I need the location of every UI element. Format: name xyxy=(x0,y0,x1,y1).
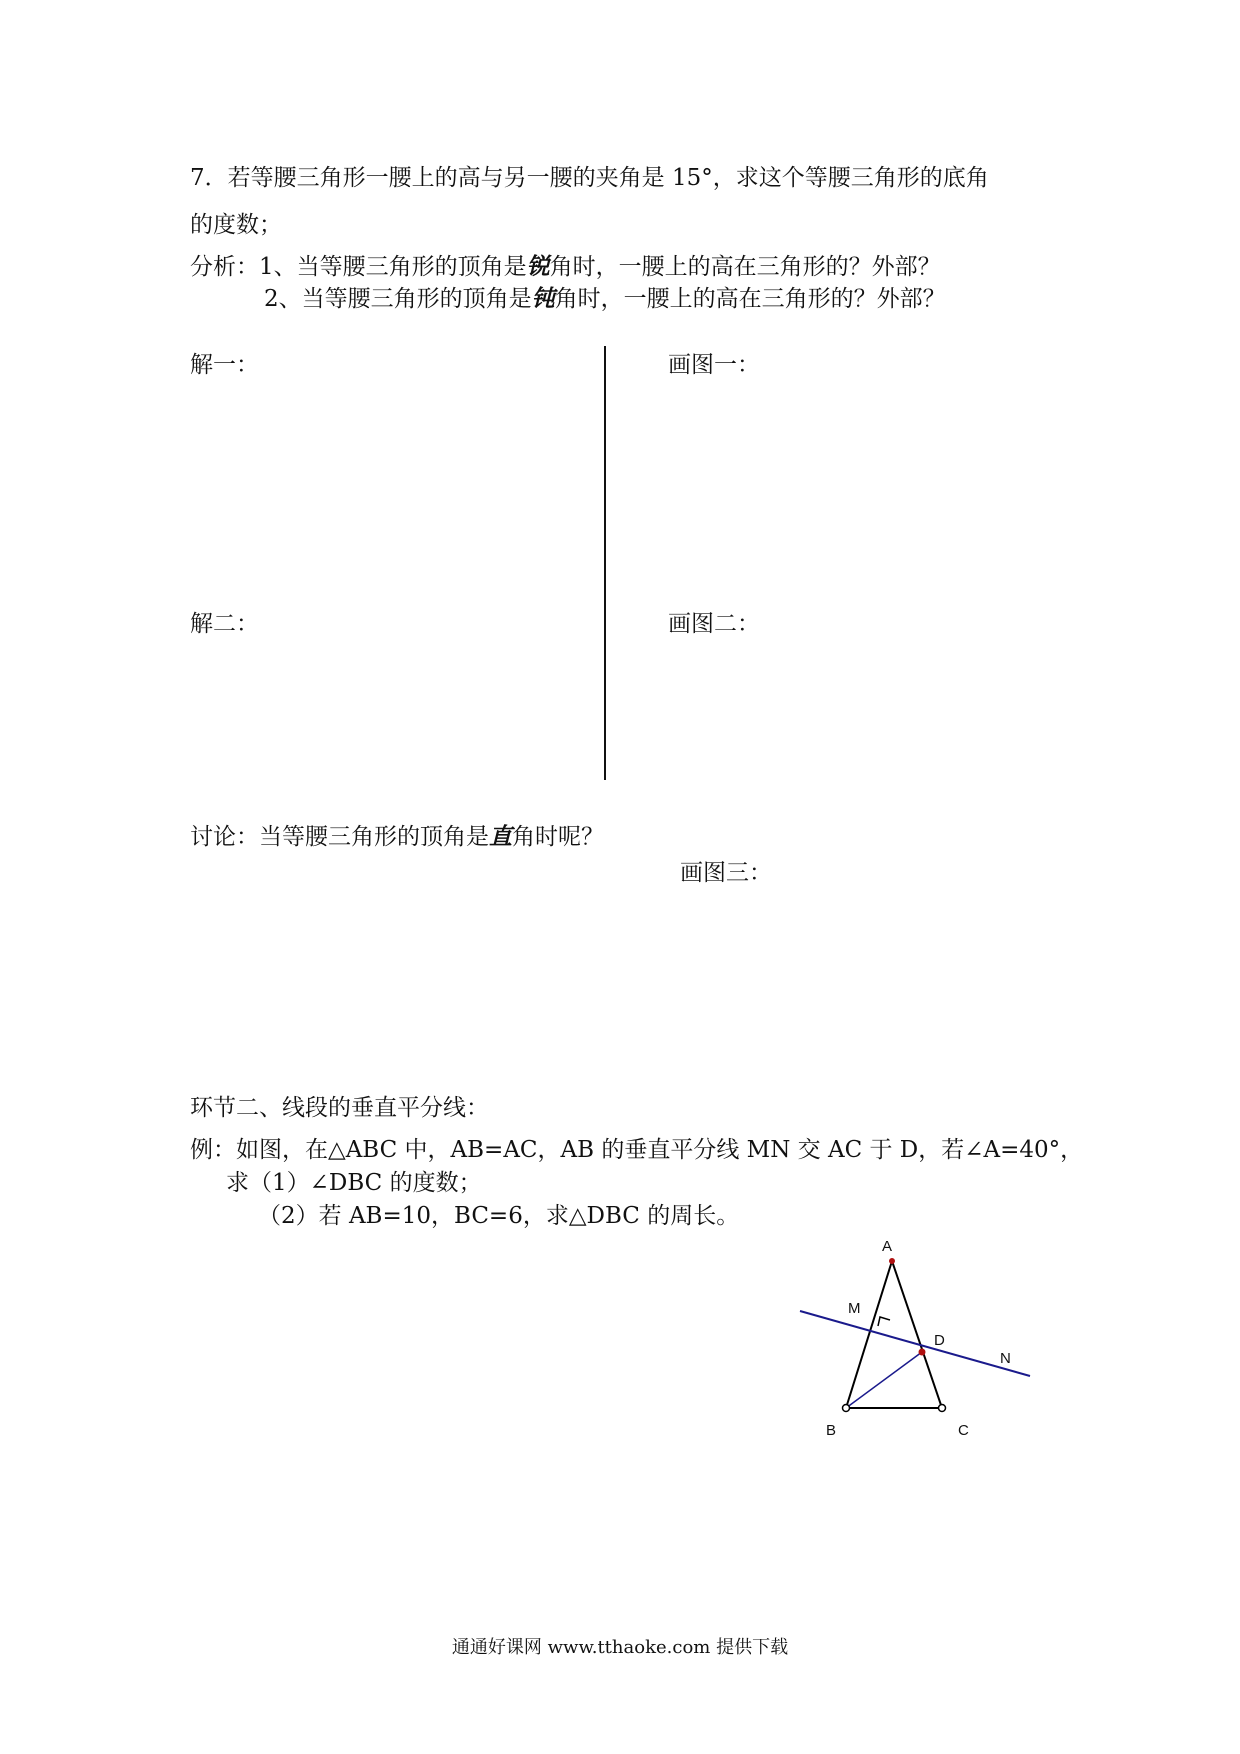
solution-2-label: 解二： xyxy=(190,611,259,637)
point-d xyxy=(919,1349,926,1356)
point-c xyxy=(939,1405,946,1412)
segment-bd xyxy=(846,1352,922,1408)
divider-line xyxy=(604,346,606,780)
discussion-key: 直 xyxy=(489,823,512,850)
analysis-item1-post: 角时，一腰上的高在三角形的？外部？ xyxy=(549,254,941,280)
problem-line-2: 的度数； xyxy=(190,212,282,238)
drawing-3-label: 画图三： xyxy=(680,860,772,886)
analysis-item1-key: 锐 xyxy=(526,253,550,280)
label-n: N xyxy=(1000,1350,1011,1367)
analysis-item2-pre: 2、当等腰三角形的顶角是 xyxy=(264,286,532,312)
analysis-item2-post: 角时，一腰上的高在三角形的？外部？ xyxy=(554,286,946,312)
triangle-figure xyxy=(780,1225,1040,1445)
example-line-1: 例：如图，在△ABC 中，AB=AC，AB 的垂直平分线 MN 交 AC 于 D，若∠A=40°， xyxy=(190,1137,1084,1163)
triangle-edges xyxy=(846,1261,942,1408)
discussion-post: 角时呢？ xyxy=(512,824,604,850)
point-a xyxy=(889,1258,895,1264)
point-b xyxy=(843,1405,850,1412)
perpendicular-bisector-mn xyxy=(800,1311,1030,1376)
analysis-line-2 xyxy=(264,284,946,314)
drawing-2-label: 画图二： xyxy=(668,611,760,637)
drawing-1-label: 画图一： xyxy=(668,352,760,378)
analysis-item1-pre: 1、当等腰三角形的顶角是 xyxy=(259,254,527,280)
footer-credit: 通通好课网 www.tthaoke.com 提供下载 xyxy=(451,1637,789,1658)
right-angle-mark xyxy=(878,1317,890,1326)
discussion-pre: 讨论：当等腰三角形的顶角是 xyxy=(190,824,489,850)
analysis-line-1 xyxy=(190,252,941,282)
problem-line-1: 7．若等腰三角形一腰上的高与另一腰的夹角是 15°，求这个等腰三角形的底角 xyxy=(190,165,989,191)
example-line-3: （2）若 AB=10，BC=6，求△DBC 的周长。 xyxy=(258,1203,740,1229)
label-d: D xyxy=(934,1332,945,1349)
analysis-item2-key: 钝 xyxy=(531,285,555,312)
solution-1-label: 解一： xyxy=(190,352,259,378)
section2-heading: 环节二、线段的垂直平分线： xyxy=(190,1095,489,1121)
label-a: A xyxy=(882,1238,893,1255)
label-b: B xyxy=(826,1422,837,1439)
example-line-2: 求（1）∠DBC 的度数； xyxy=(226,1170,482,1196)
discussion-line xyxy=(190,822,604,852)
label-m: M xyxy=(848,1300,861,1317)
label-c: C xyxy=(958,1422,969,1439)
analysis-label: 分析： xyxy=(190,254,259,280)
